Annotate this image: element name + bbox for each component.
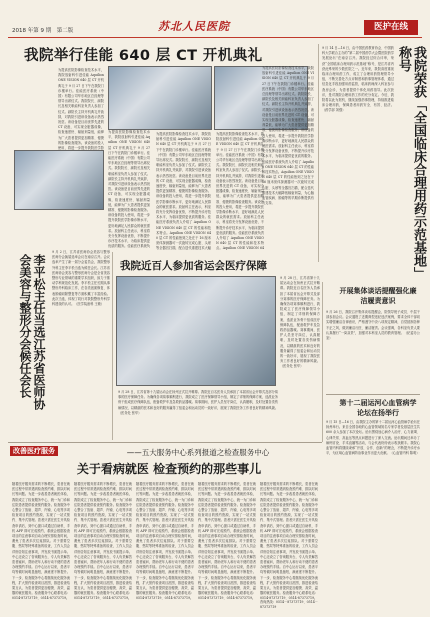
ct-machine-photo <box>108 66 212 130</box>
brief-1-text: 9 月 26 日，我院召开集体谈话提醒会，院领导班子成员、中层干部参加会议。会议通报了近期典型违纪违法案例，要求全体干部切实增强廉洁自律意识，严格遵守中央八项规定精神，自觉抵制各种不正之风，做到廉洁行医、廉洁履责。会议强调，各科室负责人要认真履行“一岗双责”，加强对本科室人员的教育管理。（纪委办公室） <box>326 310 420 341</box>
service-col5: 随着医疗服务需求的不断增长，患者在就医过程中常常遇到检查预约难、排队时间长等问题。为进一步改善患者就医体验，我院成立了检查服务中心，统一为门诊和住院患者提供检查预约服务。检查服务中心整合了放射、超声、内镜、心电等多项检查项目的预约资源，实现了一站式预约、集中式管理。患者只需在医生开具检查申请后，到中心窗口或通过自助机、手机 APP 即可完成预约，系统会根据检查项目的注意事项自动合理安排检查时间，避免了患者多次往返排队。对于需要空腹、憋尿等特殊准备的检查，工作人员会详细告知注意事项，并发放书面提示单。中心还设立了咨询服务台，专人负责解答患者疑问，帮助老年人和行动不便的患者办理预约手续。自中心运行以来，患者平均等候时间明显缩短，满意度不断提升。下一步，检查服务中心将继续优化服务流程，扩大预约检查项目范围，推进检查结果互认，为患者提供更加便捷、高效、温馨的就医服务。检查服务中心联系电话：0514-87373719、0514-87373719。 <box>260 482 318 600</box>
main-article-col5: 为提高医院影像检查技术水平，我院放射科引进佳能 Aquilion ONE VISION 640 层 CT 开机典礼于 9 月 27 日下午在我院门诊楼举行。佳能医疗系统（中国）有限公司华东地区总经理等领导出席仪式。我院院长、副院长及相关职能科室负责人参加了仪式。副院长主持开机典礼并致辞，对我院引进该设备表示热烈祝贺。该设备是目前世界先进的 CT 设备，可实现全脏器成像，检查速度快、辐射剂量低，能够为广大患者提供更加精准、便捷的影像检查服务。该设备的投入使用，将进一步提升我院医学影像诊断水平，更好地满足人民群众的就医需求。放射科主任表示，科室将充分发挥设备优势，不断提升诊疗技术水平，为临床提供更优质的服务。佳能医疗系统负责人介绍了 Aquilion ONE VISION 640 层 CT 的性能和技术特点。Aquilion ONE VISION 640 层 CT 的性能独到之处在于 16 厘米宽体探测器可一次旋转完成心脏、头颅等全器官扫描，配合迭代重建技术大幅降低辐射剂量，为心脑血管疾病、肿瘤等的早期诊断提供有力支持。 <box>262 66 314 206</box>
service-col4: 随着医疗服务需求的不断增长，患者在就医过程中常常遇到检查预约难、排队时间长等问题。为进一步改善患者就医体验，我院成立了检查服务中心，统一为门诊和住院患者提供检查预约服务。检查服务中心整合了放射、超声、内镜、心电等多项检查项目的预约资源，实现了一站式预约、集中式管理。患者只需在医生开具检查申请后，到中心窗口或通过自助机、手机 APP 即可完成预约，系统会根据检查项目的注意事项自动合理安排检查时间，避免了患者多次往返排队。对于需要空腹、憋尿等特殊准备的检查，工作人员会详细告知注意事项，并发放书面提示单。中心还设立了咨询服务台，专人负责解答患者疑问，帮助老年人和行动不便的患者办理预约手续。自中心运行以来，患者平均等候时间明显缩短，满意度不断提升。下一步，检查服务中心将继续优化服务流程，扩大预约检查项目范围，推进检查结果互认，为患者提供更加便捷、高效、温馨的就医服务。检查服务中心联系电话：0514-87373719、0514-87373719。 <box>198 482 256 601</box>
section-divider <box>8 442 322 443</box>
service-col3: 随着医疗服务需求的不断增长，患者在就医过程中常常遇到检查预约难、排队时间长等问题。为进一步改善患者就医体验，我院成立了检查服务中心，统一为门诊和住院患者提供检查预约服务。检查服务中心整合了放射、超声、内镜、心电等多项检查项目的预约资源，实现了一站式预约、集中式管理。患者只需在医生开具检查申请后，到中心窗口或通过自助机、手机 APP 即可完成预约，系统会根据检查项目的注意事项自动合理安排检查时间，避免了患者多次往返排队。对于需要空腹、憋尿等特殊准备的检查，工作人员会详细告知注意事项，并发放书面提示单。中心还设立了咨询服务台，专人负责解答患者疑问，帮助老年人和行动不便的患者办理预约手续。自中心运行以来，患者平均等候时间明显缩短，满意度不断提升。下一步，检查服务中心将继续优化服务流程，扩大预约检查项目范围，推进检查结果互认，为患者提供更加便捷、高效、温馨的就医服务。检查服务中心联系电话：0514-87373719、0514-87373719。 <box>136 482 194 601</box>
service-contact: 咨询热线：0514－87373719、0514－87373719 <box>260 600 318 609</box>
column-divider <box>318 44 319 262</box>
column-divider <box>322 282 323 442</box>
photo-report-text-right: 9 月 28 日，江苏省第十九届运动会在扬州正式拉开帷幕。我院近百名医务人员承担了本届省运会开幕式及部分赛事的医疗保障任务。为确保各项赛事顺利进行，我院成立了医疗保障领导小组，制定了详细的保障方案，选派业务骨干组成医疗保障队伍，配备救护车及急救药品器械。赛事期间，医护人员坚守岗位，认真履职，及时处置各类伤病情况，以精湛的医术和良好的服务赢得了组委会和运动员的一致好评，展现了我院医务工作者良好的精神风貌。（医务处 张华） <box>280 276 320 369</box>
service-kicker: ——五大服务中心系列报道之检查服务中心 <box>126 448 270 457</box>
masthead <box>8 14 422 36</box>
service-col1: 随着医疗服务需求的不断增长，患者在就医过程中常常遇到检查预约难、排队时间长等问题。为进一步改善患者就医体验，我院成立了检查服务中心，统一为门诊和住院患者提供检查预约服务。检查服务中心整合了放射、超声、内镜、心电等多项检查项目的预约资源，实现了一站式预约、集中式管理。患者只需在医生开具检查申请后，到中心窗口或通过自助机、手机 APP 即可完成预约，系统会根据检查项目的注意事项自动合理安排检查时间，避免了患者多次往返排队。对于需要空腹、憋尿等特殊准备的检查，工作人员会详细告知注意事项，并发放书面提示单。中心还设立了咨询服务台，专人负责解答患者疑问，帮助老年人和行动不便的患者办理预约手续。自中心运行以来，患者平均等候时间明显缩短，满意度不断提升。下一步，检查服务中心将继续优化服务流程，扩大预约检查项目范围，推进检查结果互认，为患者提供更加便捷、高效、温馨的就医服务。检查服务中心联系电话：0514-87373719、0514-87373719。 <box>12 482 70 601</box>
main-article-col2: 为提高医院影像检查技术水平，我院放射科引进佳能 Aquilion ONE VISION 640 层 CT 开机典礼于 9 月 27 日下午在我院门诊楼举行。佳能医疗系统（中国）有限公司华东地区总经理等领导出席仪式。我院院长、副院长及相关职能科室负责人参加了仪式。副院长主持开机典礼并致辞，对我院引进该设备表示热烈祝贺。该设备是目前世界先进的 CT 设备，可实现全脏器成像，检查速度快、辐射剂量低，能够为广大患者提供更加精准、便捷的影像检查服务。该设备的投入使用，将进一步提升我院医学影像诊断水平，更好地满足人民群众的就医需求。放射科主任表示，科室将充分发挥设备优势，不断提升诊疗技术水平，为临床提供更优质的服务。佳能医疗系统负 <box>108 130 150 249</box>
issue-date: 2018 年第 9 期 第二版 <box>12 28 74 34</box>
service-section-tag: 改善医疗服务 <box>10 446 58 456</box>
service-headline: 关于看病就医 检查预约的那些事儿 <box>76 462 262 476</box>
sidebar-article-text: 9 月 14 日—16 日，由中国医药教育协会、中国药科大学联合主办的“第二届中国药学大会暨医院药学发展论坛”在南京召开。我院经过综合评审，荣获“全国临床合理用药示范基地”称号，是江苏省内获此殊荣的少数医院之一。近年来，我院高度重视临床合理用药工作，成立了合理用药管理领导小组，不断完善处方点评制度和药事管理体系，通过信息化手段加强用药监管，临床药师深入科室参与查房会诊，为患者提供个体化用药指导。此次获评，是对我院合理用药工作的充分肯定。今后，我院将以此为契机，继续加强药事管理，持续推进临床合理用药，保障患者用药安全、有效、经济。（药学部 刘强） <box>322 46 394 113</box>
photo-report-text-bottom: 9 月 28 日，江苏省第十九届运动会在扬州正式拉开帷幕。我院近百名医务人员承担了本届省运会开幕式及部分赛事的医疗保障任务。为确保各项赛事顺利进行，我院成立了医疗保障领导小组，制定了详细的保障方案，选派业务骨干组成医疗保障队伍，配备救护车及急救药品器械。赛事期间，医护人员坚守岗位，认真履职，及时处置各类伤病情况，以精湛的医术和良好的服务赢得了组委会和运动员的一致好评，展现了我院医务工作者良好的精神风貌。（医务处 张华） <box>118 390 278 415</box>
brief-1-headline: 开展集体谈话提醒强化廉洁履责意识 <box>339 287 417 305</box>
column-divider <box>112 252 113 440</box>
sidebar-headline: 我院荣获「全国临床合理用药示范基地」称号 <box>396 46 426 274</box>
ct-ceremony-photo <box>14 150 104 210</box>
medical-team-photo <box>116 276 276 386</box>
main-headline: 我院举行佳能 640 层 CT 开机典礼 <box>24 48 263 64</box>
main-article-col4: 为提高医院影像检查技术水平，我院放射科引进佳能 Aquilion ONE VISION 640 层 CT 开机典礼于 9 月 27 日下午在我院门诊楼举行。佳能医疗系统（中国）有限公司华东地区总经理等领导出席仪式。我院院长、副院长及相关职能科室负责人参加了仪式。副院长主持开机典礼并致辞，对我院引进该设备表示热烈祝贺。该设备是目前世界先进的 CT 设备，可实现全脏器成像，检查速度快、辐射剂量低，能够为广大患者提供更加精准、便捷的影像检查服务。该设备的投入使用，将进一步提升我院医学影像诊断水平，更好地满足人民群众的就医需求。放射科主任表示，科室将充分发挥设备优势，不断提升诊疗技术水平，为临床提供更优质的服务。佳能医疗系统负责人介绍了 Aquilion ONE VISION 640 层 CT 的性能和技术特点。Aquilion ONE VISION 64 <box>216 132 264 250</box>
main-article-col3: 为提高医院影像检查技术水平，我院放射科引进佳能 Aquilion ONE VISION 640 层 CT 开机典礼于 9 月 27 日下午在我院门诊楼举行。佳能医疗系统（中国）有限公司华东地区总经理等领导出席仪式。我院院长、副院长及相关职能科室负责人参加了仪式。副院长主持开机典礼并致辞，对我院引进该设备表示热烈祝贺。该设备是目前世界先进的 CT 设备，可实现全脏器成像，检查速度快、辐射剂量低，能够为广大患者提供更加精准、便捷的影像检查服务。该设备的投入使用，将进一步提升我院医学影像诊断水平，更好地满足人民群众的就医需求。放射科主任表示，科室将充分发挥设备优势，不断提升诊疗技术水平，为临床提供更优质的服务。佳能医疗系统负责人介绍了 Aquilion ONE VISION 640 层 CT 的性能和技术特点。Aquilion ONE VISION 640 层 CT 的性能独到之处在于 16 厘米宽体探测器可一次旋转完成心脏、头颅等全器官扫描，配合迭代重建技术大幅 <box>156 132 211 250</box>
paper-name: 苏北人民医院 <box>158 20 230 33</box>
photo-report-headline: 我院近百人参加省运会医疗保障 <box>120 260 267 272</box>
service-col2: 随着医疗服务需求的不断增长，患者在就医过程中常常遇到检查预约难、排队时间长等问题。为进一步改善患者就医体验，我院成立了检查服务中心，统一为门诊和住院患者提供检查预约服务。检查服务中心整合了放射、超声、内镜、心电等多项检查项目的预约资源，实现了一站式预约、集中式管理。患者只需在医生开具检查申请后，到中心窗口或通过自助机、手机 APP 即可完成预约，系统会根据检查项目的注意事项自动合理安排检查时间，避免了患者多次往返排队。对于需要空腹、憋尿等特殊准备的检查，工作人员会详细告知注意事项，并发放书面提示单。中心还设立了咨询服务台，专人负责解答患者疑问，帮助老年人和行动不便的患者办理预约手续。自中心运行以来，患者平均等候时间明显缩短，满意度不断提升。下一步，检查服务中心将继续优化服务流程，扩大预约检查项目范围，推进检查结果互认，为患者提供更加便捷、高效、温馨的就医服务。检查服务中心联系电话：0514-87373719、0514-87373719。 <box>74 482 132 601</box>
brief-2-headline: 第十二届运河心血管病学论坛在扬举行 <box>339 399 417 417</box>
main-article-col1: 为提高医院影像检查技术水平，我院放射科引进佳能 Aquilion ONE VISION 640 层 CT 开机典礼于 9 月 27 日下午在我院门诊楼举行。佳能医疗系统（中国）有限公司华东地区总经理等领导出席仪式。我院院长、副院长及相关职能科室负责人参加了仪式。副院长主持开机典礼并致辞，对我院引进该设备表示热烈祝贺。该设备是目前世界先进的 CT 设备，可实现全脏器成像，检查速度快、辐射剂量低，能够为广大患者提供更加精准、便捷的影像检查服务。该设备的投入使用，将进一步提升我院医学影 <box>58 68 104 151</box>
brief-2-text: 9 月 15 日—16 日，由我院主办的第十二届运河心血管病学论坛在扬州举行。来自全国各地的心血管领域知名专家学者及基层医生共 600 余人参加了本次论坛。论坛围绕冠心病介入治疗、心力衰竭、心律失常、高血压等热点问题进行了深入交流。论坛期间还举办了病例讨论、手术直播等活动，与会代表纷纷表示收获颇丰。我院心血管内科将继续秉承“开放、合作、创新”的理念，不断提升诊疗水平，为区域心血管病防治事业作出更大贡献。（心血管内科 陈明） <box>326 420 420 456</box>
vertical-headline: 李平松主任当选江苏省医师协会美容与整形分会候任会长 <box>18 254 46 410</box>
brief-divider <box>326 394 420 395</box>
vertical-article-text: 9 月 2 日，江苏省医师协会美容与整形医师分会换届选举会议在南京召开。会议选举产生了新一届分会委员会，我院整形外科主任李平松当选为候任会长。江苏省医师协会美容与整形医师分会是全省美容整形专业领域的重要学术组织，致力于推动学科规范化发展。李平松主任长期从事整形外科临床工作，在各类创面修复、体表肿瘤切除整复等方面积累了丰富经验。此次当选，体现了同行对我院整形外科学科建设的认可。（医学装备科 王敏） <box>52 250 110 307</box>
masthead-rule <box>8 37 422 38</box>
section-label: 医护在线 <box>364 20 418 35</box>
